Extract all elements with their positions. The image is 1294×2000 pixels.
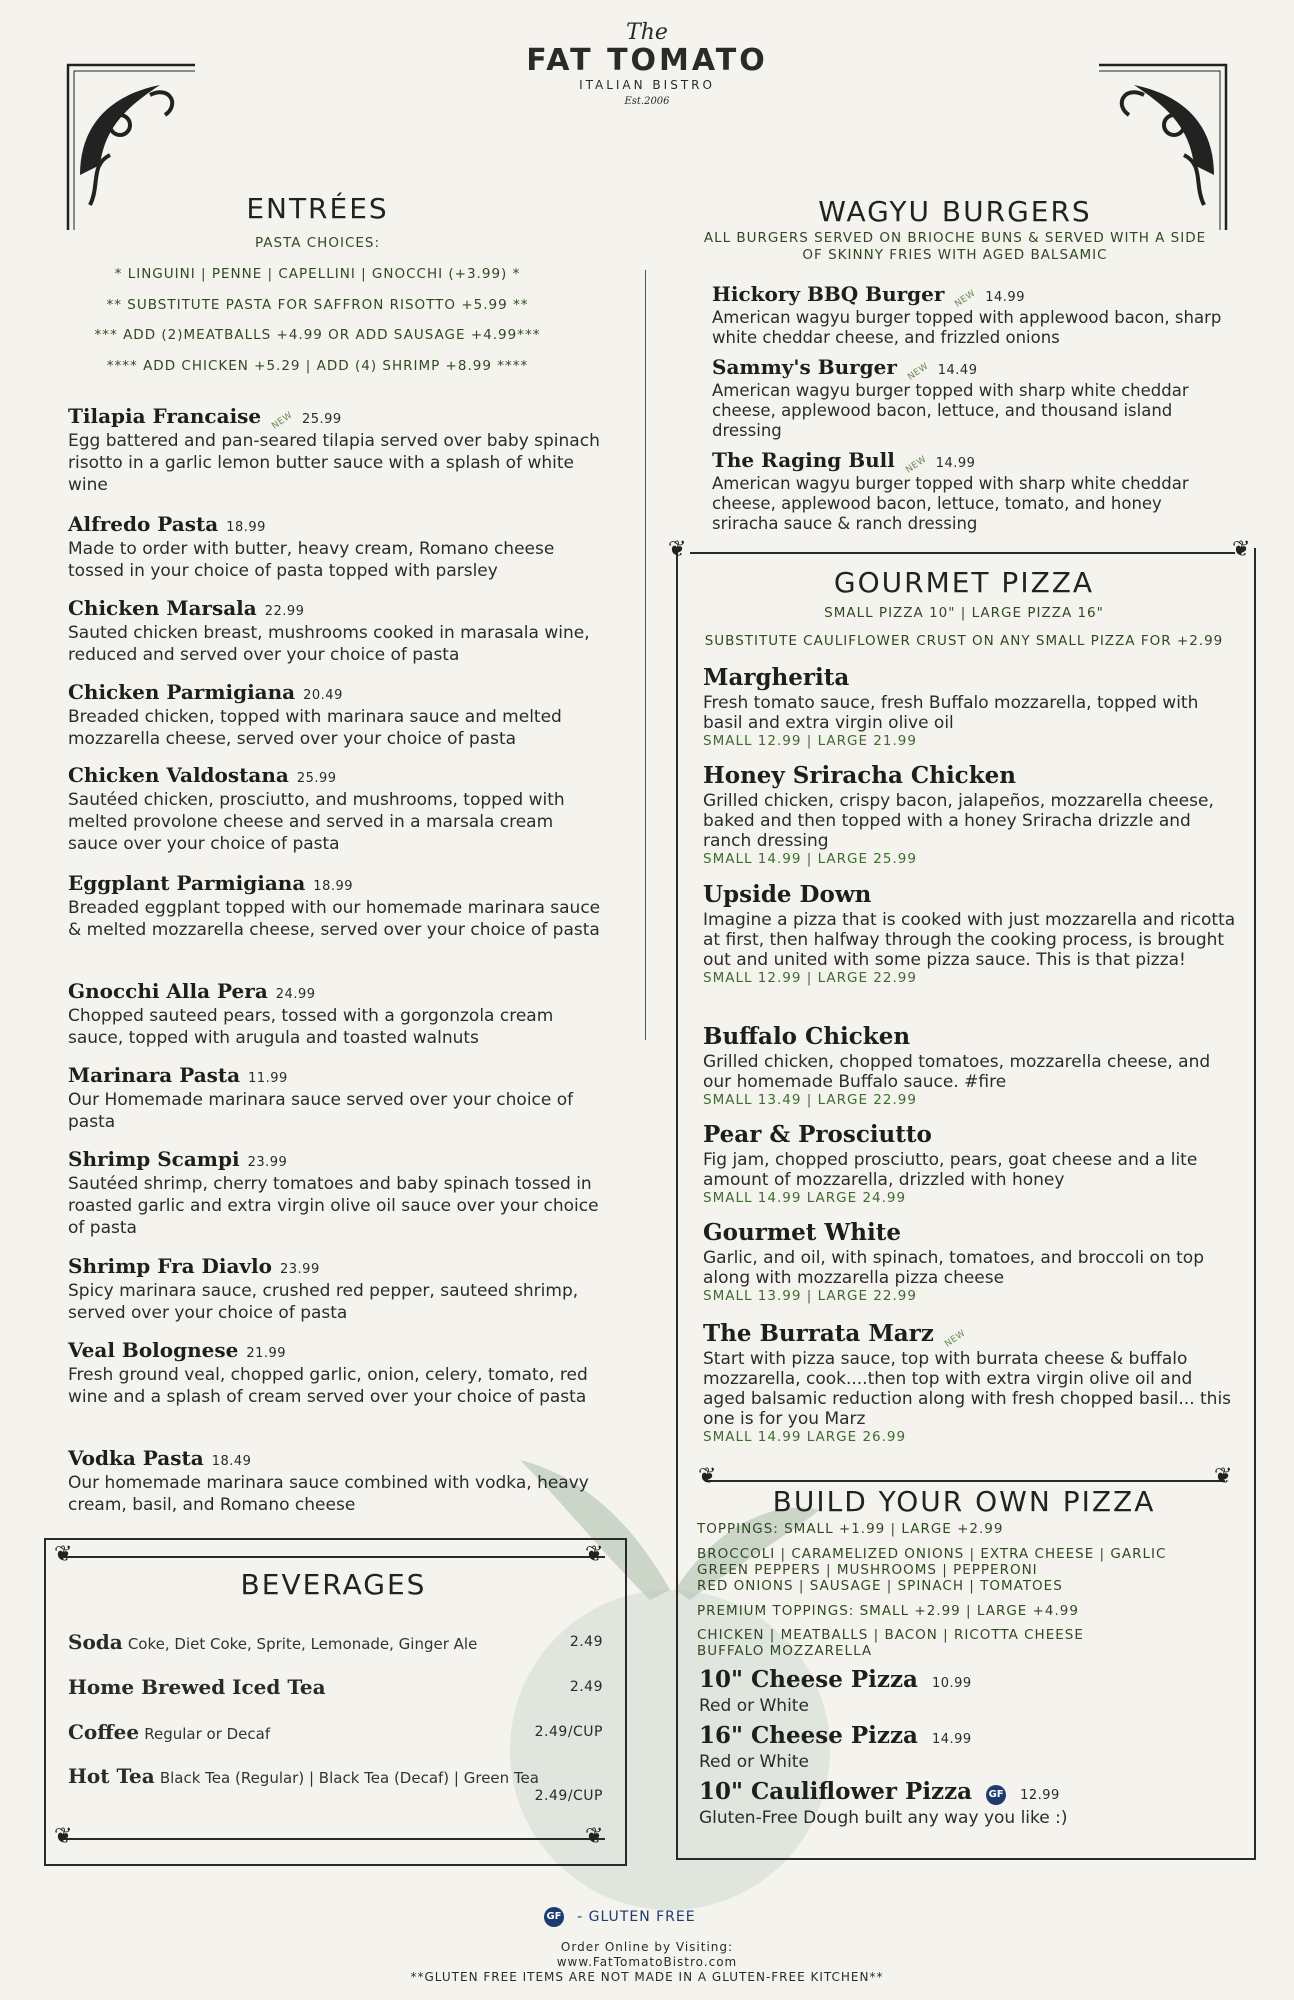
cauliflower-crust-note: SUBSTITUTE CAULIFLOWER CRUST ON ANY SMALL PIZZA FOR +2.99 [704,633,1224,649]
beverage-coffee [68,1720,603,1744]
menu-item-vodka-pasta [68,1446,608,1516]
logo-est: Est.2006 [624,96,670,107]
item-name: Veal Bolognese [68,1338,239,1362]
burger-hickory-bbq [712,282,1232,348]
flourish-icon: ❦ [54,1824,73,1849]
byo-title: BUILD YOUR OWN PIZZA [772,1485,1156,1518]
item-description: Breaded chicken, topped with marinara sauce and melted mozzarella cheese, served over your choice of pasta [68,707,562,749]
item-description: Sauted chicken breast, mushrooms cooked in marasala wine, reduced and served over your choice of pasta [68,623,590,665]
new-badge: NEW [906,361,931,383]
item-name: Upside Down [703,881,872,908]
item-description: Sautéed chicken, prosciutto, and mushrooms, topped with melted provolone cheese and served in a marsala cream sauce over your choice of pasta [68,790,565,854]
item-name: Vodka Pasta [68,1446,204,1470]
menu-item-chicken-valdostana [68,763,608,855]
beverages-top-rule [60,1556,605,1558]
burgers-title: WAGYU BURGERS [818,195,1092,228]
item-description: Grilled chicken, crispy bacon, jalapeños, mozzarella cheese, baked and then topped with a honey Sriracha drizzle and ranch dressing [703,791,1214,851]
menu-item-tilapia-francaise [68,404,608,496]
premium-toppings-list [697,1627,1084,1659]
item-name: Chicken Marsala [68,596,257,620]
item-sizes: SMALL 13.49 | LARGE 22.99 [703,1092,917,1108]
item-name: Hickory BBQ Burger [712,282,945,306]
new-badge: NEW [270,410,295,432]
beverage-price: 2.49/CUP [534,1788,603,1804]
item-name: Chicken Parmigiana [68,680,296,704]
toppings-line: BUFFALO MOZZARELLA [697,1643,873,1659]
menu-item-alfredo-pasta [68,512,608,582]
menu-item-shrimp-fra-diavlo [68,1254,608,1324]
item-price: 18.99 [226,520,266,535]
premium-toppings-label: PREMIUM TOPPINGS: SMALL +2.99 | LARGE +4.99 [697,1603,1079,1619]
item-description: Made to order with butter, heavy cream, Romano cheese tossed in your choice of pasta topped with parsley [68,539,555,581]
pizza-upside-down [703,881,1238,986]
new-badge: NEW [943,1328,968,1350]
flourish-icon: ❦ [585,1542,604,1567]
item-sizes: SMALL 12.99 | LARGE 21.99 [703,733,917,749]
website-link[interactable]: www.FatTomatoBistro.com [556,1955,738,1969]
byo-16-cheese [699,1722,1234,1773]
item-price: 23.99 [280,1262,320,1277]
item-price: 11.99 [248,1071,288,1086]
item-name: Eggplant Parmigiana [68,871,306,895]
item-description: Red or White [699,1752,809,1772]
menu-item-chicken-parmigiana [68,680,608,750]
beverage-soda [68,1630,603,1654]
logo-name: FAT TOMATO [526,43,768,78]
pasta-choices-note: * LINGUINI | PENNE | CAPELLINI | GNOCCHI (+3.99) * [114,266,521,282]
item-description: Fresh tomato sauce, fresh Buffalo mozzarella, topped with basil and extra virgin olive oil [703,693,1199,733]
item-name: Marinara Pasta [68,1063,241,1087]
gourmet-pizza-title: GOURMET PIZZA [833,566,1095,599]
item-price: 14.99 [985,290,1025,305]
item-name: The Burrata Marz [703,1320,934,1347]
item-price: 14.99 [935,456,976,471]
item-name: Alfredo Pasta [68,512,219,536]
toppings-line: GREEN PEPPERS | MUSHROOMS | PEPPERONI [697,1562,1038,1578]
byo-10-cauliflower [699,1778,1234,1829]
beverage-name: Soda [68,1630,123,1654]
item-description: Fresh ground veal, chopped garlic, onion, celery, tomato, red wine and a splash of cream served over your choice of pasta [68,1365,588,1407]
byo-top-rule [705,1480,1225,1482]
item-name: Gourmet White [703,1219,901,1246]
burger-sammys [712,355,1232,441]
toppings-list [697,1546,1166,1594]
item-price: 22.99 [264,604,305,619]
item-description: Garlic, and oil, with spinach, tomatoes, and broccoli on top along with mozzarella pizza cheese [703,1248,1204,1288]
item-price: 12.99 [1020,1788,1060,1803]
item-name: Gnocchi Alla Pera [68,979,268,1003]
item-price: 25.99 [296,771,337,786]
item-description: Our Homemade marinara sauce served over your choice of pasta [68,1090,574,1132]
beverage-price: 2.49 [569,1679,603,1695]
beverage-price: 2.49 [569,1634,603,1650]
beverage-name: Home Brewed Iced Tea [68,1675,326,1699]
item-name: Margherita [703,664,850,691]
gf-legend [544,1906,764,1927]
item-sizes: SMALL 14.99 LARGE 26.99 [703,1429,907,1445]
item-name: Pear & Prosciutto [703,1121,932,1148]
item-price: 20.49 [303,688,343,703]
order-online-text: Order Online by Visiting: [560,1940,734,1954]
beverage-options: Regular or Decaf [144,1725,271,1743]
gluten-disclaimer: **GLUTEN FREE ITEMS ARE NOT MADE IN A GLUTEN-FREE KITCHEN** [410,1970,884,1984]
byo-10-cheese [699,1666,1234,1717]
new-badge: NEW [904,454,929,476]
toppings-line: RED ONIONS | SAUSAGE | SPINACH | TOMATOES [697,1578,1063,1594]
beverage-options: Coke, Diet Coke, Sprite, Lemonade, Ginger Ale [127,1635,478,1653]
flourish-icon: ❦ [585,1824,604,1849]
beverage-name: Coffee [68,1720,140,1744]
pasta-choices-note: ** SUBSTITUTE PASTA FOR SAFFRON RISOTTO +5.99 ** [106,297,529,313]
gf-legend-text: - GLUTEN FREE [577,1909,696,1925]
entrees-title: ENTRÉES [246,192,389,225]
logo-sub: ITALIAN BISTRO [579,78,715,92]
pizza-buffalo-chicken [703,1023,1238,1108]
beverage-options: Black Tea (Regular) | Black Tea (Decaf) | Green Tea [159,1769,539,1787]
gluten-free-icon: GF [544,1907,564,1927]
column-divider [645,270,646,1040]
item-description: Egg battered and pan-seared tilapia served over baby spinach risotto in a garlic lemon butter sauce with a splash of white wine [68,431,600,495]
new-badge: NEW [953,288,979,310]
item-description: Start with pizza sauce, top with burrata cheese & buffalo mozzarella, cook....then top with extra virgin olive oil and aged balsamic reduction along with fresh chopped basil... this one is for you Marz [703,1349,1232,1429]
item-name: Sammy's Burger [712,355,897,379]
item-name: Honey Sriracha Chicken [703,762,1016,789]
menu-item-veal-bolognese [68,1338,613,1408]
item-price: 14.49 [937,363,978,378]
beverage-price: 2.49/CUP [534,1724,603,1740]
item-price: 18.49 [211,1454,252,1469]
item-description: Gluten-Free Dough built any way you like :) [699,1808,1068,1828]
item-price: 21.99 [246,1346,287,1361]
beverages-bottom-rule [60,1838,605,1840]
logo-the: The [626,20,668,45]
item-description: Spicy marinara sauce, crushed red pepper, sauteed shrimp, served over your choice of pasta [68,1281,579,1323]
beverage-iced-tea [68,1675,603,1699]
flourish-icon: ❦ [698,1464,717,1489]
flourish-icon: ❦ [1232,537,1251,562]
item-description: Grilled chicken, chopped tomatoes, mozzarella cheese, and our homemade Buffalo sauce. #fire [703,1052,1211,1092]
beverages-title: BEVERAGES [240,1568,427,1601]
pizza-margherita [703,664,1238,749]
item-price: 24.99 [275,987,316,1002]
item-price: 10.99 [931,1676,972,1691]
item-description: Sautéed shrimp, cherry tomatoes and baby spinach tossed in roasted garlic and extra virgin olive oil sauce over your choice of pasta [68,1174,599,1238]
burgers-note: ALL BURGERS SERVED ON BRIOCHE BUNS & SERVED WITH A SIDE OF SKINNY FRIES WITH AGED BALSAMIC [703,230,1207,263]
item-price: 25.99 [301,412,342,427]
logo [490,22,804,107]
flourish-icon: ❦ [54,1542,73,1567]
item-sizes: SMALL 14.99 | LARGE 25.99 [703,851,917,867]
pizza-burrata-marz [703,1320,1238,1445]
pizza-size-note: SMALL PIZZA 10" | LARGE PIZZA 16" [824,605,1104,621]
toppings-label: TOPPINGS: SMALL +1.99 | LARGE +2.99 [697,1521,1004,1537]
pasta-choices-note: PASTA CHOICES: [254,235,381,251]
beverage-hot-tea [68,1764,603,1804]
flourish-icon: ❦ [1214,1464,1233,1489]
item-description: Red or White [699,1696,809,1716]
menu-item-marinara-pasta [68,1063,608,1133]
item-description: Fig jam, chopped prosciutto, pears, goat cheese and a lite amount of mozzarella, drizzled with honey [703,1150,1198,1190]
menu-item-gnocchi-alla-pera [68,979,608,1049]
item-description: American wagyu burger topped with sharp white cheddar cheese, applewood bacon, lettuce, and thousand island dressing [712,381,1189,440]
item-description: Our homemade marinara sauce combined with vodka, heavy cream, basil, and Romano cheese [68,1473,589,1515]
item-name: 10" Cheese Pizza [699,1666,918,1693]
item-price: 23.99 [247,1155,288,1170]
item-name: Tilapia Francaise [68,404,262,428]
item-name: Shrimp Scampi [68,1147,240,1171]
pizza-top-rule [690,552,1235,554]
item-name: 16" Cheese Pizza [699,1722,918,1749]
burger-raging-bull [712,448,1232,534]
item-name: 10" Cauliflower Pizza [699,1778,973,1805]
item-name: The Raging Bull [712,448,895,472]
toppings-line: CHICKEN | MEATBALLS | BACON | RICOTTA CHEESE [697,1627,1084,1643]
item-name: Buffalo Chicken [703,1023,911,1050]
item-description: Breaded eggplant topped with our homemade marinara sauce & melted mozzarella cheese, served over your choice of pasta [68,898,601,940]
item-description: American wagyu burger topped with applewood bacon, sharp white cheddar cheese, and frizzled onions [712,308,1222,347]
pizza-honey-sriracha-chicken [703,762,1238,867]
pasta-choices-note: *** ADD (2)MEATBALLS +4.99 OR ADD SAUSAGE +4.99*** [94,327,541,343]
item-description: Chopped sauteed pears, tossed with a gorgonzola cream sauce, topped with arugula and toasted walnuts [68,1006,554,1048]
item-sizes: SMALL 14.99 LARGE 24.99 [703,1190,907,1206]
item-price: 14.99 [931,1732,972,1747]
item-sizes: SMALL 12.99 | LARGE 22.99 [703,970,917,986]
menu-item-chicken-marsala [68,596,608,666]
item-description: Imagine a pizza that is cooked with just mozzarella and ricotta at first, then halfway through the cooking process, is brought out and united with some pizza sauce. This is that pizza! [703,910,1236,970]
item-name: Shrimp Fra Diavlo [68,1254,272,1278]
item-price: 18.99 [313,879,354,894]
item-sizes: SMALL 13.99 | LARGE 22.99 [703,1288,917,1304]
menu-item-eggplant-parmigiana [68,871,608,941]
pizza-gourmet-white [703,1219,1238,1304]
toppings-line: BROCCOLI | CARAMELIZED ONIONS | EXTRA CHEESE | GARLIC [697,1546,1167,1562]
item-description: American wagyu burger topped with sharp white cheddar cheese, applewood bacon, lettuce, tomato, and honey sriracha sauce & ranch dressing [712,474,1189,533]
menu-item-shrimp-scampi [68,1147,608,1239]
beverage-name: Hot Tea [68,1764,155,1788]
gluten-free-icon: GF [986,1785,1006,1805]
pizza-pear-prosciutto [703,1121,1238,1206]
flourish-icon: ❦ [668,537,687,562]
item-name: Chicken Valdostana [68,763,289,787]
pasta-choices-note: **** ADD CHICKEN +5.29 | ADD (4) SHRIMP +8.99 **** [106,358,529,374]
